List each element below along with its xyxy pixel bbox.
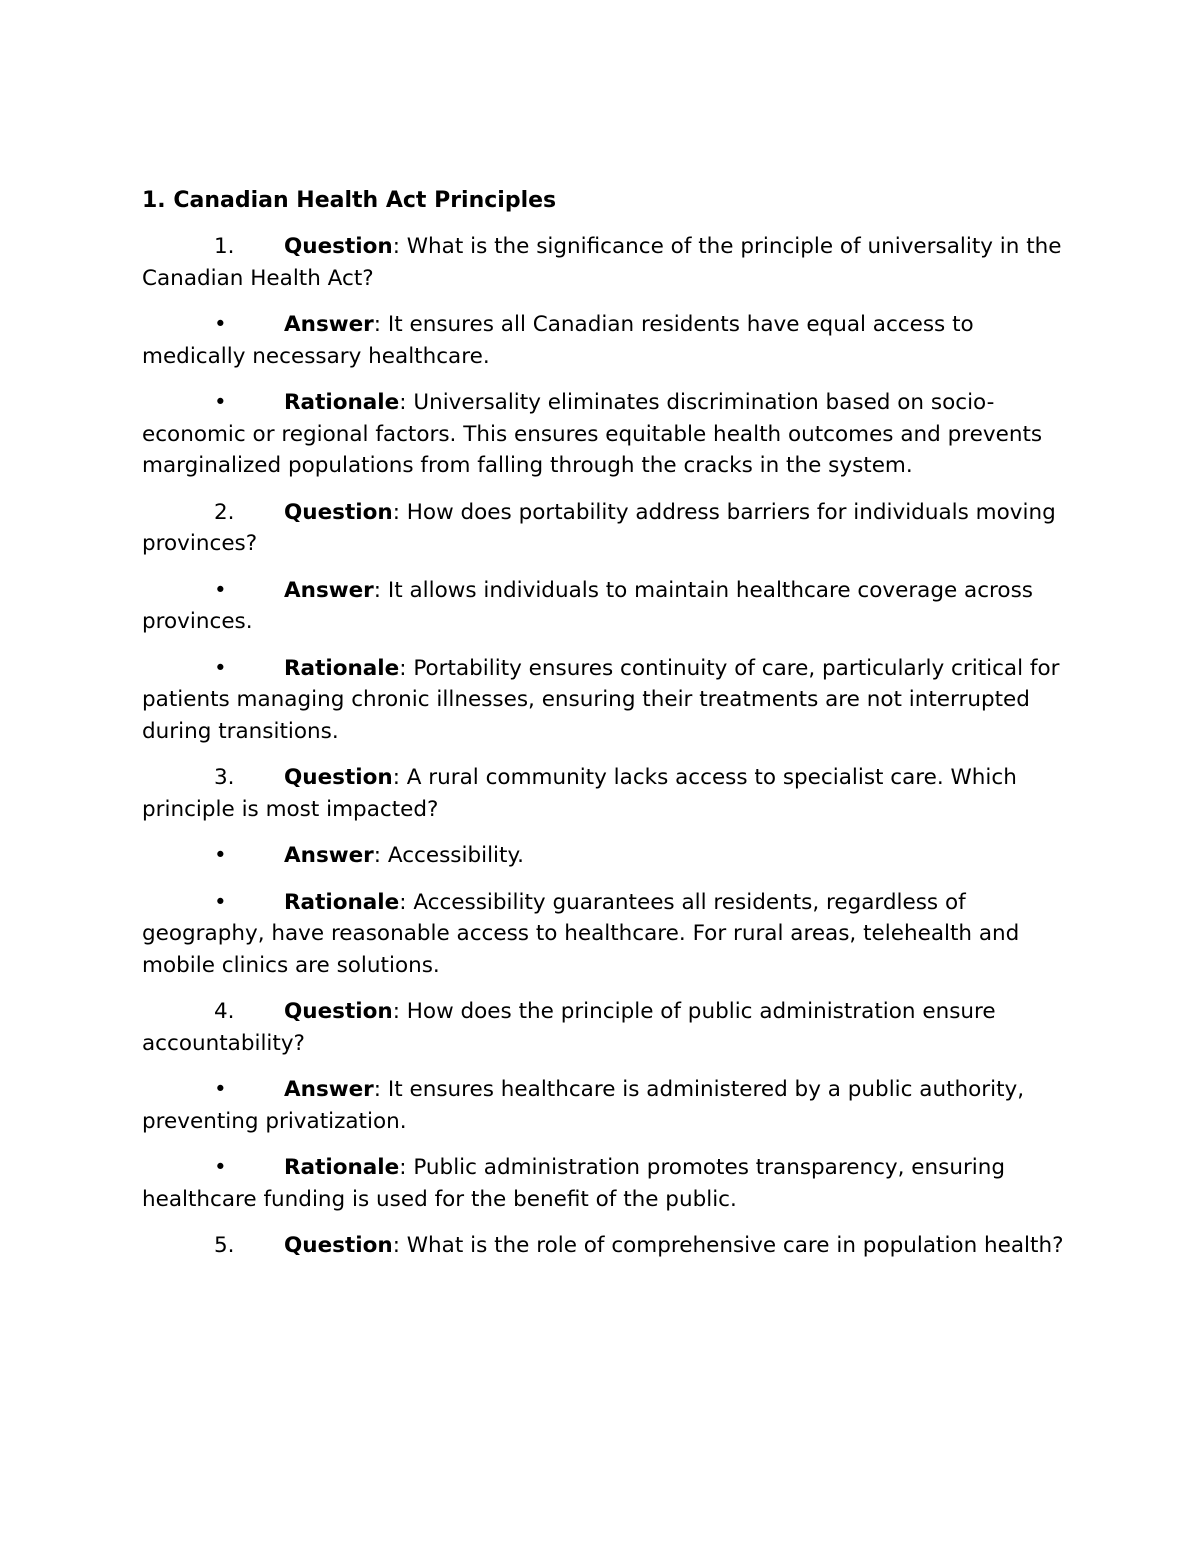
answer-label: Answer [284,577,374,603]
bullet-icon: • [214,655,227,681]
question-paragraph-3 [142,762,1072,825]
question-text: : A rural community lacks access to specialist care. Which principle is most impacted? [142,765,1017,822]
question-text: : How does portability address barriers for individuals moving provinces? [142,499,1056,556]
question-label: Question [284,999,393,1024]
answer-paragraph-4 [142,1074,1072,1137]
answer-text: : It allows individuals to maintain healthcare coverage across provinces. [142,577,1033,634]
answer-text: : It ensures healthcare is administered by a public authority, preventing privatization. [142,1077,1025,1134]
question-paragraph-2 [142,497,1072,560]
question-number: 4. [214,999,235,1024]
bullet-icon: • [214,1077,227,1102]
answer-text: : It ensures all Canadian residents have equal access to medically necessary healthcare. [142,312,974,369]
question-text: : How does the principle of public administration ensure accountability? [142,999,996,1056]
rationale-paragraph-1 [142,387,1072,482]
bullet-icon: • [214,843,227,868]
question-paragraph-4 [142,996,1072,1059]
rationale-label: Rationale [284,390,400,415]
bullet-icon: • [214,312,227,337]
rationale-text: : Public administration promotes transparency, ensuring healthcare funding is used for the benefit of the public. [142,1155,1006,1212]
question-label: Question [284,765,393,790]
question-paragraph-5 [142,1230,1072,1262]
rationale-label: Rationale [284,655,400,681]
question-label: Question [284,1233,393,1258]
bullet-icon: • [214,390,227,415]
rationale-paragraph-3 [142,887,1072,982]
bullet-icon: • [214,1155,227,1180]
answer-paragraph-1 [142,309,1072,372]
answer-label: Answer [284,1077,374,1102]
answer-label: Answer [284,312,374,337]
question-text: : What is the role of comprehensive care in population health? [392,1233,1064,1258]
question-number: 2. [214,499,235,525]
question-number: 5. [214,1233,235,1258]
answer-paragraph-2 [142,575,1072,638]
rationale-label: Rationale [284,1155,400,1180]
question-text: : What is the significance of the principle of universality in the Canadian Health Act? [142,234,1062,291]
document-page [142,184,1072,1277]
question-label: Question [284,499,393,525]
rationale-paragraph-4 [142,1152,1072,1215]
rationale-text: : Universality eliminates discrimination based on socio-economic or regional factors. This ensures equitable health outcomes and prevents marginalized populations from falling through the cracks in the system. [142,390,1043,478]
section-heading: 1. Canadian Health Act Principles [142,188,557,213]
question-paragraph-1 [142,231,1072,294]
question-number: 1. [214,234,235,259]
answer-paragraph-3 [142,840,1072,872]
rationale-text: : Accessibility guarantees all residents, regardless of geography, have reasonable access to healthcare. For rural areas, telehealth and mobile clinics are solutions. [142,889,1020,978]
question-label: Question [284,234,393,259]
answer-label: Answer [284,843,374,868]
answer-text: : Accessibility. [373,843,524,868]
bullet-icon: • [214,577,227,603]
question-number: 3. [214,765,235,790]
rationale-paragraph-2 [142,653,1072,748]
bullet-icon: • [214,889,227,915]
rationale-text: : Portability ensures continuity of care, particularly critical for patients managing chronic illnesses, ensuring their treatments are not interrupted during transitions. [142,655,1060,744]
rationale-label: Rationale [284,889,400,915]
